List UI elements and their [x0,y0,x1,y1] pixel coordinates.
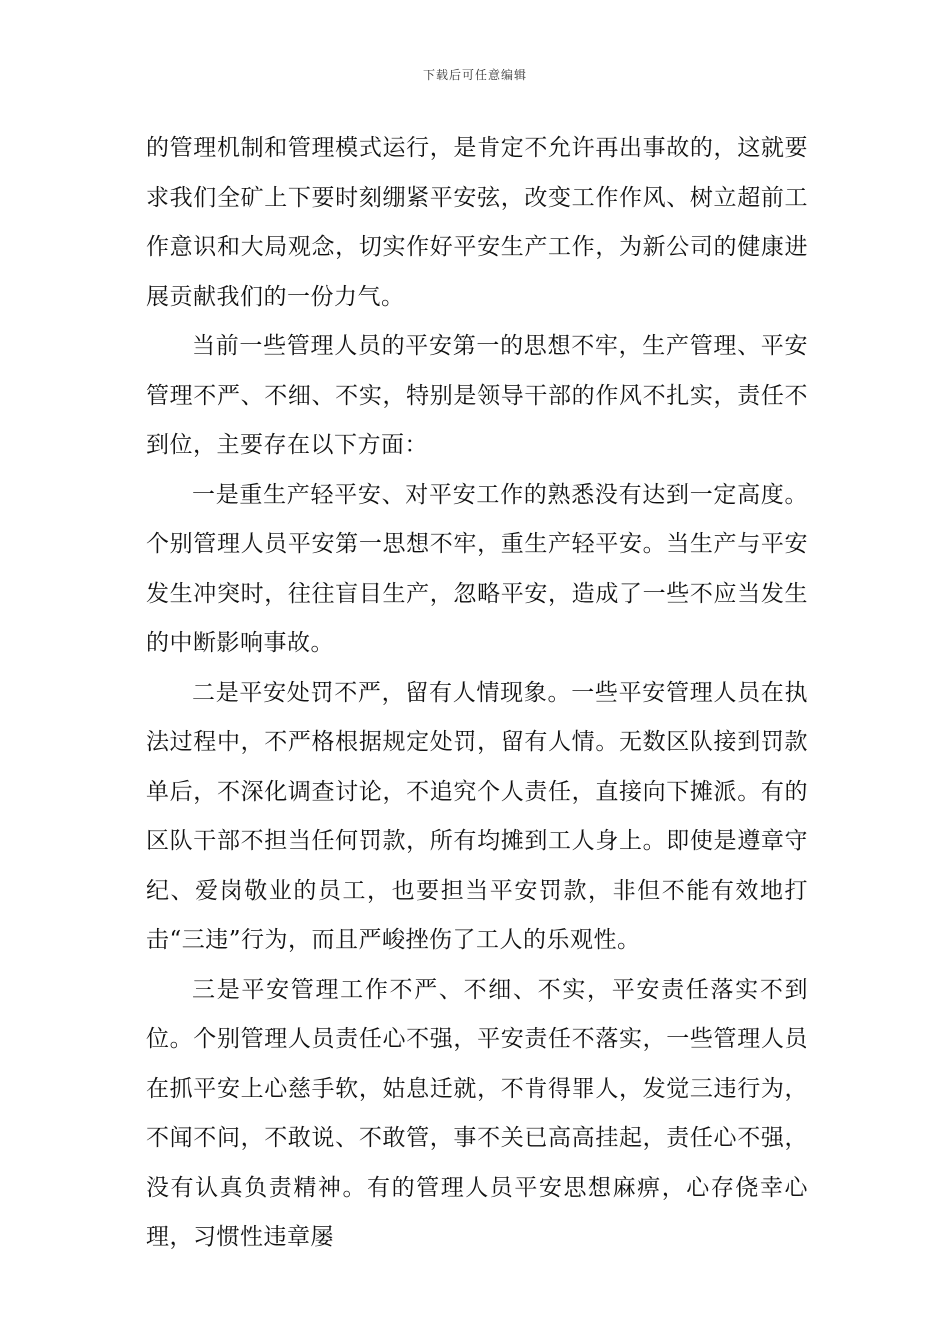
paragraph-current-issues: 当前一些管理人员的平安第一的思想不牢，生产管理、平安管理不严、不细、不实，特别是领导干部的作风不扎实，责任不到位，主要存在以下方面： [146,333,808,458]
paragraph-point-two: 二是平安处罚不严，留有人情现象。一些平安管理人员在执法过程中，不严格根据规定处罚，留有人情。无数区队接到罚款单后，不深化调查讨论，不追究个人责任，直接向下摊派。有的区队干部不担当任何罚款，所有均摊到工人身上。即使是遵章守纪、爱岗敬业的员工，也要担当平安罚款，非但不能有效地打击“三违”行为，而且严峻挫伤了工人的乐观性。 [146,679,808,953]
paragraph-continuation: 的管理机制和管理模式运行，是肯定不允许再出事故的，这就要求我们全矿上下要时刻绷紧平安弦，改变工作作风、树立超前工作意识和大局观念，切实作好平安生产工作，为新公司的健康进展贡献我们的一份力气。 [146,135,808,310]
document-body [146,124,808,1263]
paragraph-point-one: 一是重生产轻平安、对平安工作的熟悉没有达到一定高度。个别管理人员平安第一思想不牢，重生产轻平安。当生产与平安发生冲突时，往往盲目生产，忽略平安，造成了一些不应当发生的中断影响事故。 [146,481,808,656]
page-header-note: 下载后可任意编辑 [422,68,527,82]
paragraph-point-three: 三是平安管理工作不严、不细、不实，平安责任落实不到位。个别管理人员责任心不强，平安责任不落实，一些管理人员在抓平安上心慈手软，姑息迁就，不肯得罪人，发觉三违行为，不闻不问，不敢说、不敢管，事不关已高高挂起，责任心不强，没有认真负责精神。有的管理人员平安思想麻痹，心存侥幸心理，习惯性违章屡 [146,976,808,1250]
